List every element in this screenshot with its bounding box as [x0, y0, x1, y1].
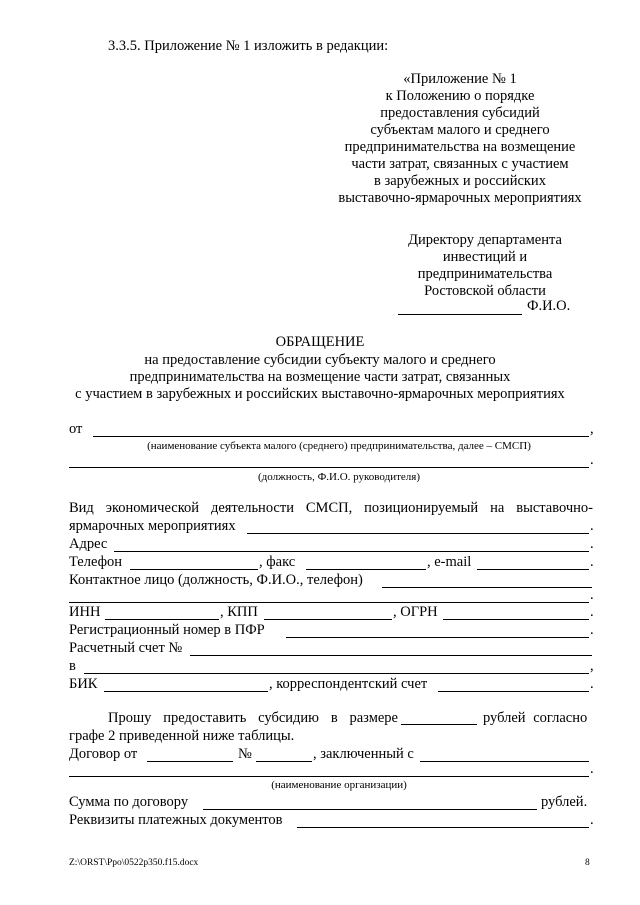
period: .: [590, 452, 594, 468]
phone-label: Телефон: [69, 554, 122, 570]
fax-field[interactable]: [306, 569, 426, 570]
addressee-line: Директору департамента: [408, 232, 562, 248]
activity-label: ярмарочных мероприятиях: [69, 518, 236, 534]
subtitle-line: с участием в зарубежных и российских выставочно-ярмарочных мероприятиях: [75, 386, 565, 402]
appendix-line: к Положению о порядке: [385, 88, 535, 104]
smsp-name-caption: (наименование субъекта малого (среднего) предпринимательства, далее – СМСП): [147, 440, 531, 452]
ogrn-field[interactable]: [443, 619, 589, 620]
ogrn-label: , ОГРН: [393, 604, 438, 620]
pfr-label: Регистрационный номер в ПФР: [69, 622, 265, 638]
appendix-line: выставочно-ярмарочных мероприятиях: [338, 190, 582, 206]
phone-field[interactable]: [130, 569, 258, 570]
fio-label: Ф.И.О.: [527, 298, 571, 314]
appendix-header: [330, 71, 590, 207]
from-label: от: [69, 421, 83, 437]
payment-docs-label: Реквизиты платежных документов: [69, 812, 283, 828]
comma: ,: [590, 421, 594, 437]
document-title: ОБРАЩЕНИЕ: [275, 334, 365, 350]
addressee-line: Ростовской области: [424, 283, 546, 299]
contact-label: Контактное лицо (должность, Ф.И.О., телефон): [69, 572, 363, 588]
head-field[interactable]: [69, 467, 589, 468]
appendix-line: в зарубежных и российских: [374, 173, 546, 189]
contract-from-label: Договор от: [69, 746, 138, 762]
intro-text: 3.3.5. Приложение № 1 изложить в редакции:: [108, 38, 389, 54]
sum-field[interactable]: [203, 809, 537, 810]
bank-label: в: [69, 658, 76, 674]
contract-number-label: №: [238, 746, 252, 762]
bank-field[interactable]: [84, 673, 589, 674]
kpp-label: , КПП: [220, 604, 258, 620]
request-rubles: рублей согласно: [483, 710, 588, 726]
subtitle-line: предпринимательства на возмещение части затрат, связанных: [129, 369, 511, 385]
account-label: Расчетный счет №: [69, 640, 183, 656]
bik-label: БИК: [69, 676, 98, 692]
fax-label: , факс: [259, 554, 296, 570]
address-field[interactable]: [114, 551, 589, 552]
contractor-field[interactable]: [420, 761, 589, 762]
contractor-field-cont[interactable]: [69, 776, 589, 777]
address-label: Адрес: [69, 536, 108, 552]
addressee-block: [380, 232, 590, 300]
head-caption: (должность, Ф.И.О. руководителя): [258, 471, 420, 483]
addressee-line: инвестиций и: [442, 249, 528, 265]
contact-field[interactable]: [382, 587, 592, 588]
contract-number-field[interactable]: [256, 761, 312, 762]
corr-account-field[interactable]: [438, 691, 589, 692]
activity-text: Вид экономической деятельности СМСП, позиционируемый на выставочно-: [69, 500, 593, 516]
page-number: 8: [585, 858, 590, 868]
addressee-line: предпринимательства: [417, 266, 553, 282]
appendix-line: предоставления субсидий: [380, 105, 540, 121]
request-line2: графе 2 приведенной ниже таблицы.: [69, 728, 295, 744]
appendix-line: «Приложение № 1: [403, 71, 517, 87]
payment-docs-field[interactable]: [297, 827, 589, 828]
corr-account-label: , корреспондентский счет: [269, 676, 428, 692]
pfr-field[interactable]: [286, 637, 589, 638]
email-label: , e-mail: [427, 554, 472, 570]
request-text: Прошу предоставить субсидию в размере: [108, 710, 398, 726]
contact-field-cont[interactable]: [69, 602, 589, 603]
fio-blank[interactable]: [398, 314, 522, 315]
subtitle-line: на предоставление субсидии субъекту малого и среднего: [144, 352, 496, 368]
appendix-line: предпринимательства на возмещение: [344, 139, 576, 155]
inn-label: ИНН: [69, 604, 101, 620]
footer-file-path: Z:\ORST\Ppo\0522p350.f15.docx: [69, 858, 199, 868]
kpp-field[interactable]: [264, 619, 392, 620]
inn-field[interactable]: [105, 619, 219, 620]
contract-with-label: , заключенный с: [313, 746, 414, 762]
appendix-line: части затрат, связанных с участием: [351, 156, 569, 172]
bik-field[interactable]: [104, 691, 268, 692]
account-field[interactable]: [190, 655, 592, 656]
rubles-label: рублей.: [541, 794, 588, 810]
activity-field[interactable]: [247, 533, 589, 534]
smsp-name-field[interactable]: [93, 436, 589, 437]
contract-date-field[interactable]: [147, 761, 233, 762]
appendix-line: субъектам малого и среднего: [370, 122, 550, 138]
sum-label: Сумма по договору: [69, 794, 189, 810]
document-subtitle: [0, 352, 640, 403]
email-field[interactable]: [477, 569, 589, 570]
org-caption: (наименование организации): [271, 779, 407, 791]
subsidy-amount-field[interactable]: [401, 724, 477, 725]
